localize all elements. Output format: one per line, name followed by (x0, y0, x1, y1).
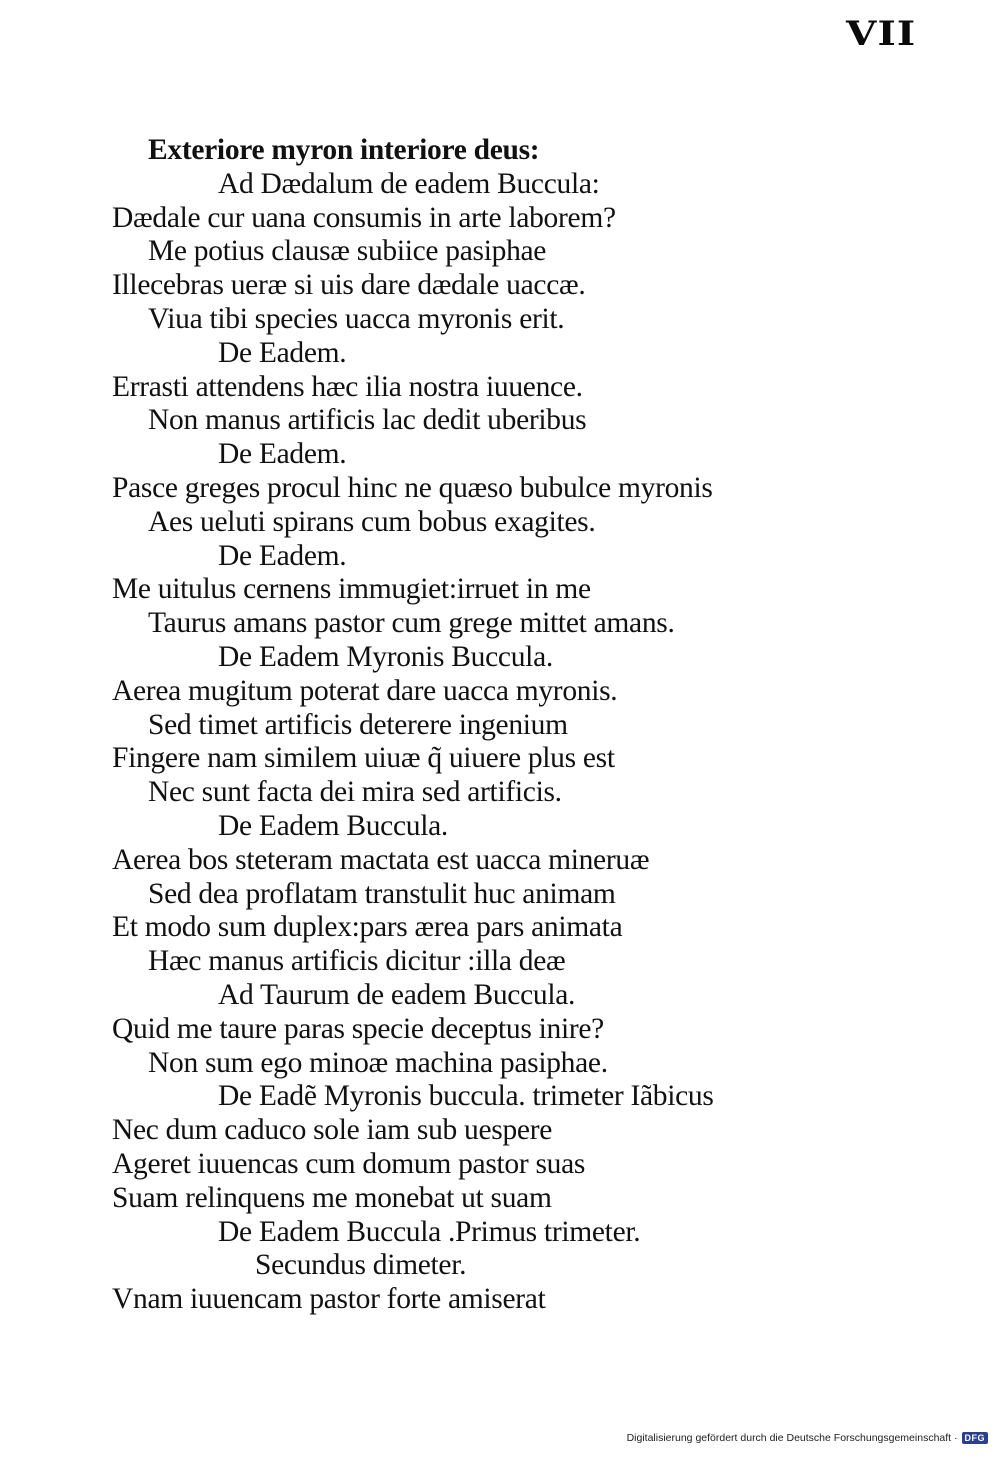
verse-line: Secundus dimeter. (255, 1249, 467, 1282)
verse-line: De Eadẽ Myronis buccula. trimeter Iãbicus (218, 1080, 714, 1113)
verse-line: Aerea bos steteram mactata est uacca mineruæ (112, 843, 650, 876)
verse-line: Sed dea proflatam transtulit huc animam (148, 877, 616, 910)
verse-line: Fingere nam similem uiuæ q̃ uiuere plus est (112, 742, 615, 775)
dfg-logo-icon: DFG (962, 1432, 989, 1444)
verse-line: Pasce greges procul hinc ne quæso bubulce myronis (112, 472, 713, 504)
verse-line: Vnam iuuencam pastor forte amiserat (112, 1283, 546, 1316)
verse-line: Et modo sum duplex:pars ærea pars animata (112, 911, 623, 944)
verse-line: De Eadem. (218, 539, 347, 572)
verse-line: Nec sunt facta dei mira sed artificis. (148, 776, 562, 809)
verse-line: Ad Dædalum de eadem Buccula: (218, 167, 600, 200)
verse-line: De Eadem Myronis Buccula. (218, 641, 553, 673)
verse-line: Exteriore myron interiore deus: (148, 134, 540, 166)
verse-line: Me uitulus cernens immugiet:irruet in me (112, 573, 591, 606)
verse-line: Nec dum caduco sole iam sub uespere (112, 1114, 553, 1147)
verse-line: De Eadem. (218, 438, 347, 471)
verse-line: Ad Taurum de eadem Buccula. (218, 979, 576, 1011)
verse-line: Illecebras ueræ si uis dare dædale uaccæ. (112, 269, 586, 302)
verse-line: De Eadem Buccula .Primus trimeter. (218, 1215, 641, 1248)
verse-line: Aes ueluti spirans cum bobus exagites. (148, 505, 596, 538)
verse-line: De Eadem. (218, 336, 347, 369)
verse-line: Sed timet artificis deterere ingenium (148, 708, 568, 741)
verse-line: Hæc manus artificis dicitur :illa deæ (148, 945, 566, 978)
verse-line: Aerea mugitum poterat dare uacca myronis. (112, 674, 618, 707)
verse-line: Errasti attendens hæc ilia nostra iuuence. (112, 370, 583, 403)
verse-line: Non sum ego minoæ machina pasiphae. (148, 1046, 608, 1079)
verse-line: Dædale cur uana consumis in arte laborem? (112, 201, 616, 234)
verse-line: Me potius clausæ subiice pasiphae (148, 235, 547, 268)
verse-line: De Eadem Buccula. (218, 810, 448, 842)
digitization-credit (627, 1432, 988, 1444)
verse-line: Suam relinquens me monebat ut suam (112, 1181, 552, 1214)
page-number: VII (846, 14, 917, 54)
verse-line: Viua tibi species uacca myronis erit. (148, 303, 565, 335)
verse-line: Quid me taure paras specie deceptus inire? (112, 1012, 604, 1045)
verse-line: Taurus amans pastor cum grege mittet amans. (148, 607, 675, 640)
verse-line: Ageret iuuencas cum domum pastor suas (112, 1148, 586, 1180)
credit-text: Digitalisierung gefördert durch die Deutsche Forschungsgemeinschaft · (626, 1432, 958, 1444)
verse-line: Non manus artificis lac dedit uberibus (148, 404, 587, 437)
